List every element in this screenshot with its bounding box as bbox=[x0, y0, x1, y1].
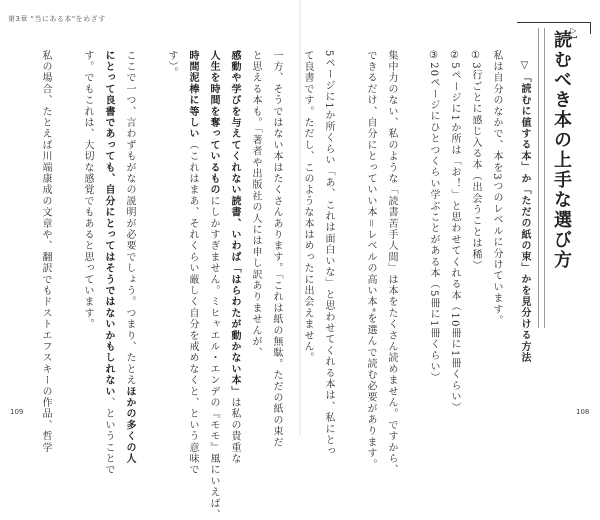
page-number-right: 108 bbox=[576, 408, 590, 416]
text-column bbox=[228, 50, 241, 465]
body-text: 私の場合、たとえば川端康成の文章や、翻訳でもドストエフスキーの作品、哲学 bbox=[40, 50, 51, 454]
section-tag: ▷1 bbox=[569, 26, 578, 41]
text-column bbox=[490, 50, 503, 405]
text-column bbox=[249, 50, 262, 405]
text-column bbox=[469, 50, 482, 405]
text-column bbox=[270, 50, 283, 449]
body-text: 私は自分のなかで、本を3つのレベルに分けています。 bbox=[491, 50, 502, 327]
text-column bbox=[301, 50, 314, 405]
text-column bbox=[165, 50, 178, 405]
text-column bbox=[39, 50, 52, 454]
body-text: す。でもこれは、大切な感覚でもあると思っています。 bbox=[82, 50, 93, 330]
body-text: 、ということで bbox=[103, 397, 114, 476]
text-column bbox=[186, 50, 199, 476]
emphasis-text: 時間泥棒に等しい bbox=[187, 50, 198, 140]
body-text: て良書です。ただし、このような本はめったに出会えません。 bbox=[302, 50, 313, 364]
body-text: ①3行ごとに感じ入る本（出会うことは稀） bbox=[470, 50, 481, 272]
body-text: ③20ページにひとつくらい学ぶことがある本（5冊に1冊くらい） bbox=[428, 50, 439, 384]
body-text: できるだけ、自分にとっていい本＝レベルの高い本"を選んで読む必要があります。 bbox=[365, 50, 376, 471]
emphasis-text: にとって良書であっても、自分にとってはそうではないかもしれない bbox=[103, 50, 114, 398]
heading-rule bbox=[538, 28, 539, 328]
heading-frame-side bbox=[590, 22, 591, 34]
body-text: ②5ページに1か所は「お！」と思わせてくれる本（10冊に1冊くらい） bbox=[449, 50, 460, 414]
text-column bbox=[427, 50, 440, 405]
heading-rule bbox=[544, 28, 545, 328]
text-column bbox=[385, 50, 398, 476]
emphasis-text: ほかの多くの人 bbox=[124, 386, 135, 465]
body-text: 5ページに1か所くらい「あ、これは面白いな」と思わせてくれる本は、私にとっ bbox=[323, 50, 334, 458]
body-text: 集中力のない、私のような「読書苦手人間」は本をたくさん読めません。ですから、 bbox=[386, 50, 397, 476]
body-text: 一方、そうではない本はたくさんあります。「これは紙の無駄。ただの紙の束だ bbox=[271, 50, 282, 449]
body-text: ここで一つ、言わずもがなの説明が必要でしょう。つまり、たとえ bbox=[124, 50, 135, 386]
emphasis-text: 人生を時間を奪っているもの bbox=[208, 50, 219, 196]
heading-frame-top bbox=[517, 22, 591, 23]
body-text: す）。 bbox=[166, 50, 177, 79]
body-text: と思える本も。 bbox=[250, 50, 261, 129]
subheading: ▽「読むに値する本」か「ただの紙の束」かを見分ける方法 bbox=[519, 60, 530, 364]
body-text: は私の貴重な bbox=[229, 397, 240, 465]
text-column bbox=[81, 50, 94, 405]
emphasis-text: 感動や学びを与えてくれない読書、いわば「はらわたが動かない本」 bbox=[229, 50, 240, 398]
text-column bbox=[102, 50, 115, 476]
page-number-left: 109 bbox=[10, 408, 24, 416]
body-text: 「著者や出版社の人には申し訳ありませんが、 bbox=[250, 128, 261, 359]
text-column bbox=[364, 50, 377, 471]
body-text: にしかすぎません。ミヒャエル・エンデの『モモ』風にいえば、 bbox=[208, 195, 219, 520]
text-column bbox=[322, 50, 335, 458]
text-column bbox=[207, 50, 220, 520]
text-column bbox=[123, 50, 136, 465]
running-head: 第3章 "当にある本"をめざす bbox=[8, 15, 106, 23]
section-heading: 読むべき本の上手な選び方 bbox=[551, 30, 572, 270]
body-text: （これはまあ、それくらい厳しく自分を戒めなくと、という意味で bbox=[187, 139, 198, 476]
text-column bbox=[448, 50, 461, 414]
